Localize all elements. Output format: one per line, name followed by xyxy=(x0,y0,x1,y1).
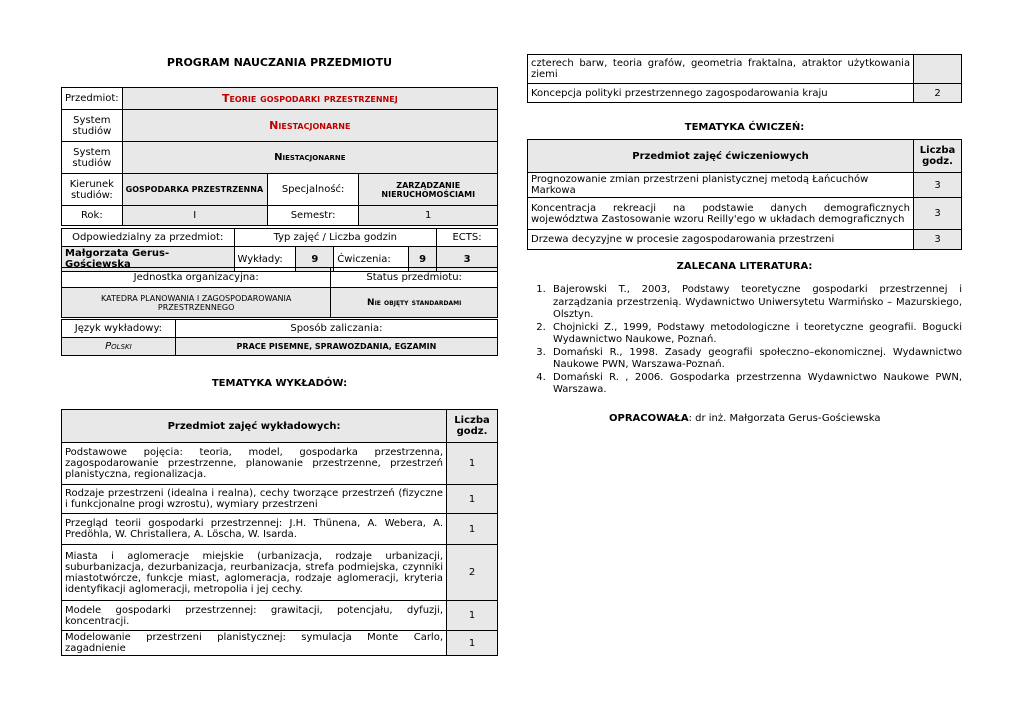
author-line xyxy=(609,413,880,424)
rok-value: I xyxy=(122,206,267,226)
system-label-1: System studiów xyxy=(62,110,123,142)
exercise-topic: Koncentracja rekreacji na podstawie danych demograficznych województwa Zastosowanie wzoru Reilly'ego w układach demograficznych xyxy=(528,198,914,230)
rok-label: Rok: xyxy=(62,206,123,226)
przedmiot-label: Przedmiot: xyxy=(62,88,123,110)
lectures-col-subject: Przedmiot zajęć wykładowych: xyxy=(62,410,447,443)
lecture-hours: 1 xyxy=(447,601,498,631)
table-row xyxy=(62,631,498,656)
lecture-hours: 1 xyxy=(447,514,498,545)
exercise-topic: Drzewa decyzyjne w procesie zagospodarowania przestrzeni xyxy=(528,230,914,250)
status-value: Nie objęty standardami xyxy=(331,288,498,318)
literature-list xyxy=(527,284,962,397)
page-title: PROGRAM NAUCZANIA PRZEDMIOTU xyxy=(166,56,393,69)
lectures-table-continued xyxy=(527,54,962,103)
system-value-2: Niestacjonarne xyxy=(122,142,497,174)
lecture-hours: 2 xyxy=(914,84,962,103)
list-item: 3. Domański R., 1998. Zasady geografii społeczno–ekonomicznej. Wydawnictwo Naukowe PWN, Warszawa-Poznań. xyxy=(549,347,962,372)
lecture-topic: Przegląd teorii gospodarki przestrzennej: J.H. Thünena, A. Webera, A. Predöhla, W. Christallera, A. Löscha, W. Isarda. xyxy=(62,514,447,545)
lecture-hours xyxy=(914,55,962,84)
jednostka-value: KATEDRA PLANOWANIA I ZAGOSPODAROWANIA PRZESTRZENNEGO xyxy=(62,288,331,318)
exercise-hours: 3 xyxy=(914,173,962,198)
language-table xyxy=(61,319,498,356)
table-row xyxy=(528,84,962,103)
specjalnosc-label: Specjalność: xyxy=(267,174,359,206)
system-label-2: System studiów xyxy=(62,142,123,174)
jezyk-value: Polski xyxy=(62,338,176,356)
table-row xyxy=(528,230,962,250)
lecture-topic: czterech barw, teoria grafów, geometria fraktalna, atraktor użytkowania ziemi xyxy=(528,55,914,84)
author-value: : dr inż. Małgorzata Gerus-Gościewska xyxy=(688,413,881,424)
lecture-topic: Rodzaje przestrzeni (idealna i realna), cechy tworzące przestrzeń (fizyczne i funkcjonalne progi wzrostu), wymiary przestrzeni xyxy=(62,485,447,514)
course-info-table xyxy=(61,87,498,226)
table-row xyxy=(62,443,498,485)
course-staff-table xyxy=(61,228,498,272)
sposob-label: Sposób zaliczania: xyxy=(175,320,497,338)
lecture-topic: Podstawowe pojęcia: teoria, model, gospodarka przestrzenna, zagospodarowanie przestrzenne, planowanie przestrzenne, przestrzeń planistyczna, regionalizacja. xyxy=(62,443,447,485)
lecture-topic: Modele gospodarki przestrzennej: grawitacji, potencjału, dyfuzji, koncentracji. xyxy=(62,601,447,631)
status-label: Status przedmiotu: xyxy=(331,268,498,288)
table-row xyxy=(62,514,498,545)
wyklady-label: Wykłady: xyxy=(234,247,296,272)
exercises-table xyxy=(527,139,962,250)
lecture-hours: 2 xyxy=(447,545,498,601)
odpowiedzialny-value: Małgorzata Gerus-Gościewska xyxy=(62,247,235,272)
exercise-hours: 3 xyxy=(914,230,962,250)
lecture-hours: 1 xyxy=(447,443,498,485)
kierunek-label: Kierunek studiów: xyxy=(62,174,123,206)
cwiczenia-value: 9 xyxy=(409,247,437,272)
author-label: OPRACOWAŁA xyxy=(609,413,689,424)
list-item: 2. Chojnicki Z., 1999, Podstawy metodologiczne i teoretyczne geografii. Bogucki Wydawnictwo Naukowe, Poznań. xyxy=(549,322,962,347)
lectures-table xyxy=(61,409,498,656)
exercises-col-subject: Przedmiot zajęć ćwiczeniowych xyxy=(528,140,914,173)
semestr-label: Semestr: xyxy=(267,206,359,226)
table-row xyxy=(528,173,962,198)
odpowiedzialny-label: Odpowiedzialny za przedmiot: xyxy=(62,229,235,247)
exercise-topic: Prognozowanie zmian przestrzeni planistycznej metodą Łańcuchów Markowa xyxy=(528,173,914,198)
semestr-value: 1 xyxy=(359,206,498,226)
cwiczenia-label: Ćwiczenia: xyxy=(334,247,409,272)
przedmiot-value: Teorie gospodarki przestrzennej xyxy=(122,88,497,110)
jezyk-label: Język wykładowy: xyxy=(62,320,176,338)
table-row xyxy=(528,198,962,230)
table-row xyxy=(62,485,498,514)
lectures-col-hours: Liczba godz. xyxy=(447,410,498,443)
exercise-hours: 3 xyxy=(914,198,962,230)
lecture-topic: Modelowanie przestrzeni planistycznej: symulacja Monte Carlo, zagadnienie xyxy=(62,631,447,656)
ects-label: ECTS: xyxy=(437,229,498,247)
table-row xyxy=(62,601,498,631)
exercises-heading: TEMATYKA ĆWICZEŃ: xyxy=(684,122,805,133)
sposob-value: PRACE PISEMNE, SPRAWOZDANIA, EGZAMIN xyxy=(175,338,497,356)
jednostka-label: Jednostka organizacyjna: xyxy=(62,268,331,288)
system-value-1: Niestacjonarne xyxy=(122,110,497,142)
list-item: 1. Bajerowski T., 2003, Podstawy teoretyczne gospodarki przestrzennej i zarządzania przestrzenią. Wydawnictwo Uniwersytetu Warmińsko – Mazurskiego, Olsztyn. xyxy=(549,284,962,322)
specjalnosc-value: ZARZĄDZANIE NIERUCHOMOŚCIAMI xyxy=(359,174,498,206)
ects-value: 3 xyxy=(437,247,498,272)
exercises-col-hours: Liczba godz. xyxy=(914,140,962,173)
kierunek-value: GOSPODARKA PRZESTRZENNA xyxy=(122,174,267,206)
lecture-topic: Koncepcja polityki przestrzennego zagospodarowania kraju xyxy=(528,84,914,103)
table-row xyxy=(62,545,498,601)
typ-zajec-label: Typ zajęć / Liczba godzin xyxy=(234,229,437,247)
lecture-hours: 1 xyxy=(447,485,498,514)
list-item: 4. Domański R. , 2006. Gospodarka przestrzenna Wydawnictwo Naukowe PWN, Warszawa. xyxy=(549,372,962,397)
wyklady-value: 9 xyxy=(296,247,334,272)
lecture-topic: Miasta i aglomeracje miejskie (urbanizacja, rodzaje urbanizacji, suburbanizacja, dezurbanizacja, reurbanizacja, strefa podmiejska, czynniki miastotwórcze, funkcje miast, aglomeracja, rodzaje aglomeracji, kryteria identyfikacji aglomeracji, metropolia i jej cechy. xyxy=(62,545,447,601)
literature-heading: ZALECANA LITERATURA: xyxy=(676,261,813,272)
unit-table xyxy=(61,267,498,318)
lecture-hours: 1 xyxy=(447,631,498,656)
table-row xyxy=(528,55,962,84)
lectures-heading: TEMATYKA WYKŁADÓW: xyxy=(211,378,348,389)
